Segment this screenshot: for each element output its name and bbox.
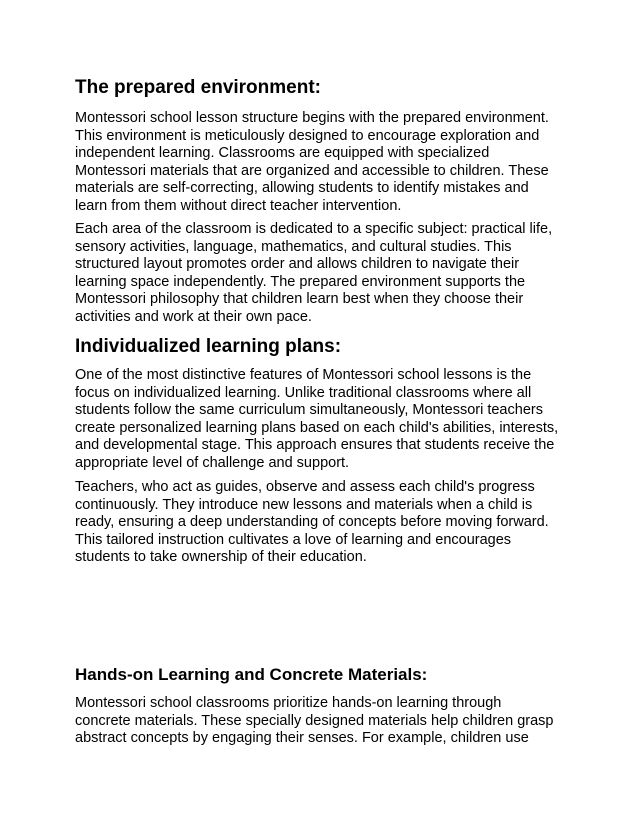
text-line: Montessori school classrooms prioritize hands-on learning through xyxy=(75,695,502,711)
section-heading-individualized-learning: Individualized learning plans: xyxy=(75,336,342,357)
text-line: create personalized learning plans based on each child's abilities, interests, xyxy=(75,419,559,436)
text-line: activities and work at their own pace. xyxy=(75,308,312,325)
text-line: focus on individualized learning. Unlike traditional classrooms where all xyxy=(75,384,532,401)
text-line: Teachers, who act as guides, observe and assess each child's progress xyxy=(75,479,535,495)
text-line: Montessori school lesson structure begins with the prepared environment. xyxy=(75,110,549,126)
text-line: Each area of the classroom is dedicated to a specific subject: practical life, xyxy=(75,221,553,237)
text-line: This environment is meticulously designed to encourage exploration and xyxy=(75,127,540,144)
text-line: ready, ensuring a deep understanding of concepts before moving forward. xyxy=(75,514,549,530)
text-line: students to take ownership of their education. xyxy=(75,549,367,565)
text-line: sensory activities, language, mathematics, and cultural studies. This xyxy=(75,238,512,255)
text-line: abstract concepts by engaging their senses. For example, children use xyxy=(75,730,529,746)
text-line: One of the most distinctive features of Montessori school lessons is the xyxy=(75,367,532,383)
text-line: Montessori philosophy that children learn best when they choose their xyxy=(75,291,524,307)
text-line: Montessori materials that are organized and accessible to children. These xyxy=(75,162,549,179)
text-line: materials are self-correcting, allowing students to identify mistakes and xyxy=(75,180,529,196)
section-heading-hands-on-learning: Hands-on Learning and Concrete Materials: xyxy=(75,665,428,684)
text-line: continuously. They introduce new lessons and materials when a child is xyxy=(75,496,533,513)
paragraph-hands-on-learning-1 xyxy=(75,695,575,748)
paragraph-prepared-environment-1 xyxy=(75,110,575,215)
text-line: appropriate level of challenge and support. xyxy=(75,454,350,471)
text-line: and developmental stage. This approach ensures that students receive the xyxy=(75,437,555,453)
section-heading-prepared-environment: The prepared environment: xyxy=(75,77,321,98)
text-line: This tailored instruction cultivates a love of learning and encourages xyxy=(75,531,512,548)
paragraph-individualized-learning-1 xyxy=(75,367,575,472)
text-line: concrete materials. These specially designed materials help children grasp xyxy=(75,712,554,729)
text-line: independent learning. Classrooms are equipped with specialized xyxy=(75,145,490,161)
paragraph-prepared-environment-2 xyxy=(75,221,575,326)
text-line: learn from them without direct teacher intervention. xyxy=(75,197,402,214)
text-line: structured layout promotes order and allows children to navigate their xyxy=(75,256,520,272)
text-line: students follow the same curriculum simultaneously, Montessori teachers xyxy=(75,402,543,418)
paragraph-individualized-learning-2 xyxy=(75,479,575,567)
text-line: learning space independently. The prepared environment supports the xyxy=(75,273,526,290)
